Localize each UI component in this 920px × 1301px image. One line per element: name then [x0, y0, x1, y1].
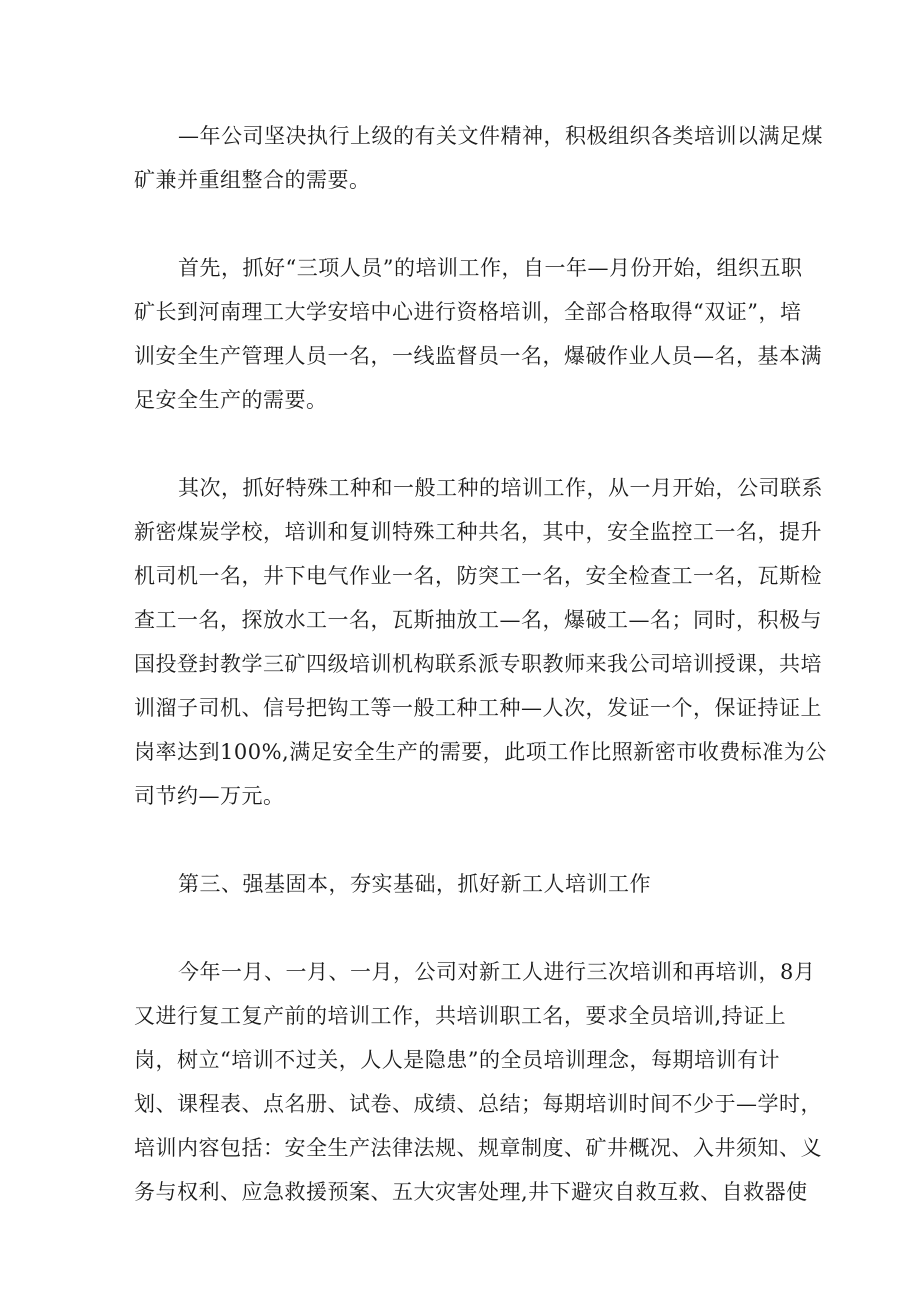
paragraph-line: 岗，树立“培训不过关，人人是隐患”的全员培训理念，每期培训有计 [134, 1048, 780, 1072]
paragraph-line: 划、课程表、点名册、试卷、成绩、总结；每期培训时间不少于—学时， [134, 1092, 822, 1116]
paragraph-line: 第三、强基固本，夯实基础，抓好新工人培训工作 [178, 872, 651, 896]
paragraph [134, 246, 822, 422]
paragraph-line: —年公司坚决执行上级的有关文件精神，积极组织各类培训以满足煤 [178, 124, 823, 148]
paragraph [134, 950, 822, 1214]
paragraph-line: 矿兼并重组整合的需要。 [134, 168, 371, 192]
paragraph-line: 今年一月、一月、一月，公司对新工人进行三次培训和再培训，8月 [178, 960, 816, 984]
paragraph [134, 114, 823, 202]
paragraph-line: 其次，抓好特殊工种和一般工种的培训工作，从一月开始，公司联系 [178, 476, 823, 500]
document-body [134, 114, 827, 1258]
paragraph-line: 训安全生产管理人员一名，一线监督员一名，爆破作业人员—名，基本满 [134, 344, 822, 368]
paragraph-line: 矿长到河南理工大学安培中心进行资格培训，全部合格取得“双证”，培 [134, 300, 802, 324]
paragraph-line: 司节约—万元。 [134, 784, 285, 808]
paragraph-line: 首先，抓好“三项人员”的培训工作，自一年—月份开始，组织五职 [178, 256, 803, 280]
paragraph-line: 岗率达到100%,满足安全生产的需要，此项工作比照新密市收费标准为公 [134, 740, 827, 764]
paragraph-line: 新密煤炭学校，培训和复训特殊工种共名，其中，安全监控工一名，提升 [134, 520, 822, 544]
paragraph-line: 培训内容包括：安全生产法律法规、规章制度、矿井概况、入井须知、义 [134, 1136, 822, 1160]
paragraph [134, 466, 827, 818]
paragraph-line: 又进行复工复产前的培训工作，共培训职工名，要求全员培训,持证上 [134, 1004, 787, 1028]
paragraph-line: 机司机一名，井下电气作业一名，防突工一名，安全检查工一名，瓦斯检 [134, 564, 822, 588]
paragraph-line: 训溜子司机、信号把钩工等一般工种工种—人次，发证一个，保证持证上 [134, 696, 822, 720]
paragraph-line: 足安全生产的需要。 [134, 388, 328, 412]
paragraph [134, 862, 794, 906]
paragraph-line: 国投登封教学三矿四级培训机构联系派专职教师来我公司培训授课，共培 [134, 652, 822, 676]
paragraph-line: 务与权利、应急救援预案、五大灾害处理,井下避灾自救互救、自救器使 [134, 1180, 808, 1204]
paragraph-line: 查工一名，探放水工一名，瓦斯抽放工—名，爆破工—名；同时，积极与 [134, 608, 822, 632]
